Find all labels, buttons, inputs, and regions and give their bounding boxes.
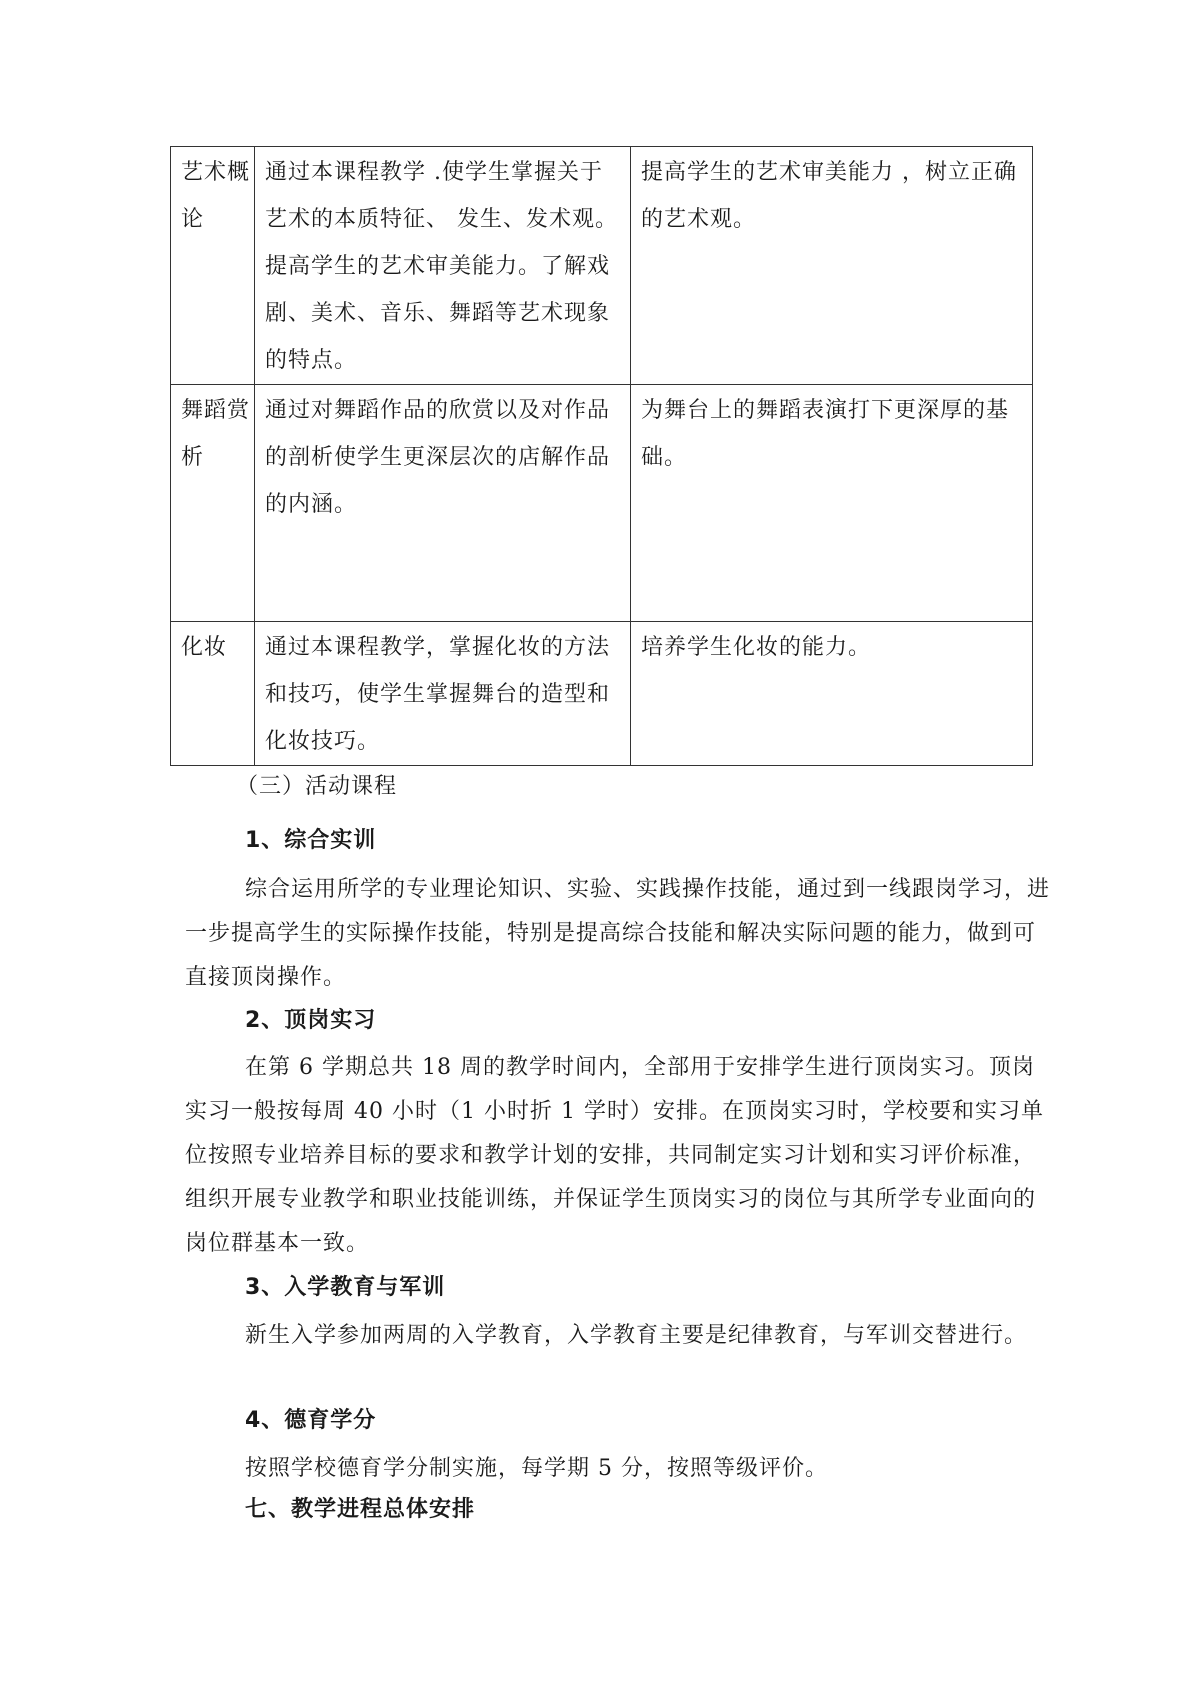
item-text-internship — [185, 1046, 1055, 1266]
course-goal-cell: 培养学生化妆的能力。 — [631, 622, 1033, 766]
course-table — [170, 146, 1033, 766]
item-heading-training: 1、综合实训 — [245, 828, 377, 853]
table-row — [171, 622, 1033, 766]
item-text-training — [185, 868, 1055, 1000]
course-content-cell: 通过本课程教学，掌握化妆的方法和技巧，使学生掌握舞台的造型和化妆技巧。 — [255, 622, 631, 766]
course-goal-cell: 为舞台上的舞蹈表演打下更深厚的基础。 — [631, 385, 1033, 622]
course-name-cell: 化妆 — [171, 622, 255, 766]
course-name-cell: 舞蹈赏析 — [171, 385, 255, 622]
item-heading-internship: 2、顶岗实习 — [245, 1008, 377, 1033]
table-row — [171, 147, 1033, 385]
paragraph: 综合运用所学的专业理论知识、实验、实践操作技能，通过到一线跟岗学习，进一步提高学生的实际操作技能，特别是提高综合技能和解决实际问题的能力，做到可直接顶岗操作。 — [185, 877, 1051, 990]
item-heading-moral-credit: 4、德育学分 — [245, 1408, 377, 1433]
section-subtitle: （三）活动课程 — [236, 774, 398, 799]
item-text-orientation — [185, 1314, 1055, 1358]
chapter-heading: 七、教学进程总体安排 — [245, 1497, 476, 1522]
course-content-cell: 通过本课程教学 .使学生掌握关于艺术的本质特征、 发生、发术观。提高学生的艺术审美能力。了解戏剧、美术、音乐、舞蹈等艺术现象的特点。 — [255, 147, 631, 385]
paragraph: 在第 6 学期总共 18 周的教学时间内，全部用于安排学生进行顶岗实习。顶岗实习一般按每周 40 小时（1 小时折 1 学时）安排。在顶岗实习时，学校要和实习单位按照专业培养目标的要求和教学计划的安排，共同制定实习计划和实习评价标准，组织开展专业教学和职业技能训练，并保证学生顶岗实习的岗位与其所学专业面向的岗位群基本一致。 — [185, 1055, 1044, 1256]
table-row — [171, 385, 1033, 622]
course-name-cell: 艺术概论 — [171, 147, 255, 385]
paragraph: 按照学校德育学分制实施，每学期 5 分，按照等级评价。 — [245, 1456, 828, 1481]
course-content-cell: 通过对舞蹈作品的欣赏以及对作品的剖析使学生更深层次的店解作品的内涵。 — [255, 385, 631, 622]
item-heading-orientation: 3、入学教育与军训 — [245, 1275, 446, 1300]
item-text-moral-credit — [185, 1447, 1055, 1491]
paragraph: 新生入学参加两周的入学教育，入学教育主要是纪律教育，与军训交替进行。 — [245, 1323, 1028, 1348]
course-goal-cell: 提高学生的艺术审美能力 ，树立正确的艺术观。 — [631, 147, 1033, 385]
